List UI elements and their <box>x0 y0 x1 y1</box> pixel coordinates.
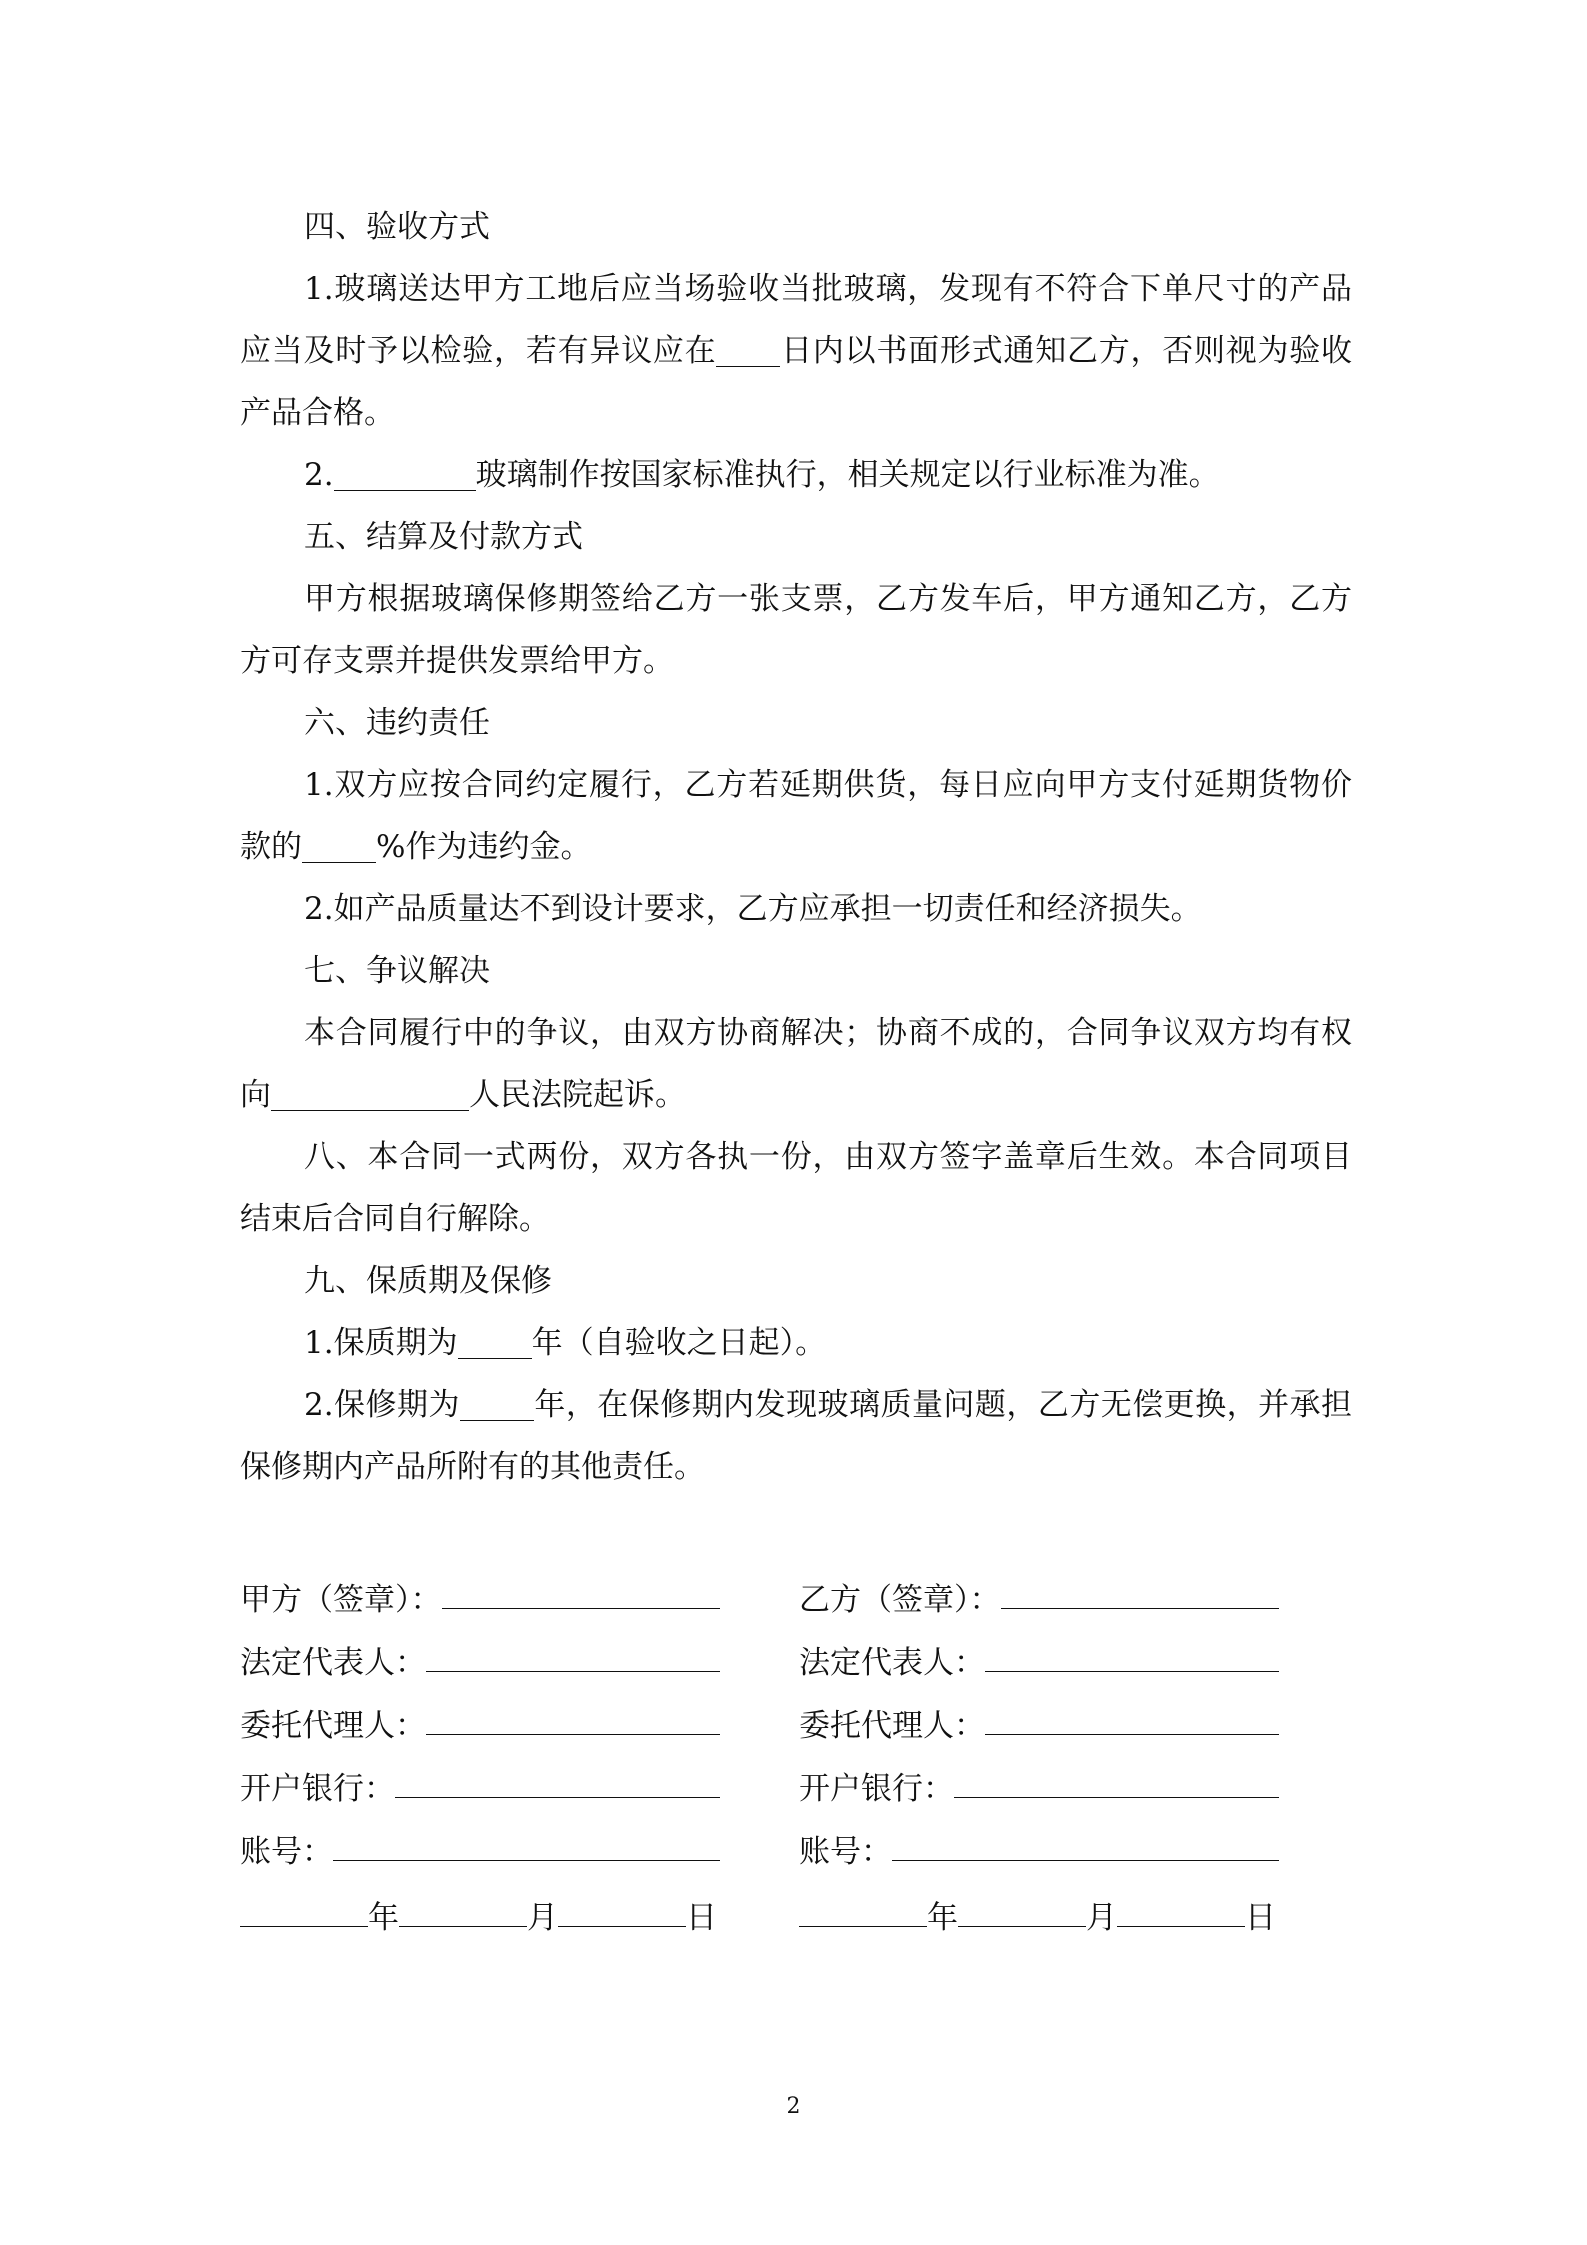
party-b-date-row <box>799 1871 1279 1937</box>
section-5-title: 五、结算及付款方式 <box>304 519 583 555</box>
agent-label: 委托代理人： <box>799 1708 985 1744</box>
day-label: 日 <box>686 1900 717 1936</box>
party-b-signature-block <box>799 1556 1279 1937</box>
party-b-account-line[interactable] <box>892 1826 1279 1861</box>
clause-text: 1.玻璃送达甲方工地后应当场验收当批玻璃，发现有不符合下单尺寸的产品应当及时予以检验，若有异议应在 <box>240 271 1352 369</box>
party-b-legal-rep-row <box>799 1619 1279 1682</box>
legal-rep-label: 法定代表人： <box>240 1645 426 1681</box>
section-9-clause-2 <box>240 1374 1352 1498</box>
clause-text: 人民法院起诉。 <box>469 1077 686 1113</box>
month-label: 月 <box>1086 1900 1117 1936</box>
agent-label: 委托代理人： <box>240 1708 426 1744</box>
clause-text: 玻璃制作按国家标准执行，相关规定以行业标准为准。 <box>475 457 1220 493</box>
clause-text: 本合同履行中的争议，由双方协商解决；协商不成的，合同争议双方均有权向 <box>240 1015 1352 1113</box>
party-a-seal-row <box>240 1556 720 1619</box>
section-6-clause-1 <box>240 754 1352 878</box>
party-a-account-line[interactable] <box>333 1826 720 1861</box>
clause-text: 2.保修期为 <box>304 1387 460 1423</box>
fill-blank-warranty-years[interactable] <box>458 1324 532 1359</box>
party-b-year-line[interactable] <box>799 1892 927 1927</box>
section-8-clause: 八、本合同一式两份，双方各执一份，由双方签字盖章后生效。本合同项目结束后合同自行解除。 <box>240 1139 1352 1237</box>
party-a-account-row <box>240 1808 720 1871</box>
clause-text: 年，在保修期内发现玻璃质量问题，乙方无偿更换，并承担保修期内产品所附有的其他责任。 <box>240 1387 1352 1485</box>
party-a-bank-line[interactable] <box>395 1763 720 1798</box>
party-b-legal-rep-line[interactable] <box>985 1637 1279 1672</box>
section-9-clause-1 <box>240 1312 1352 1374</box>
bank-label: 开户银行： <box>799 1771 954 1807</box>
party-a-legal-rep-row <box>240 1619 720 1682</box>
section-4-clause-2 <box>240 444 1352 506</box>
bank-label: 开户银行： <box>240 1771 395 1807</box>
fill-blank-repair-years[interactable] <box>460 1386 534 1421</box>
party-b-bank-row <box>799 1745 1279 1808</box>
party-b-day-line[interactable] <box>1117 1892 1245 1927</box>
party-a-signature-block <box>240 1556 720 1937</box>
month-label: 月 <box>527 1900 558 1936</box>
party-b-month-line[interactable] <box>958 1892 1086 1927</box>
party-a-date-row <box>240 1871 720 1937</box>
party-a-agent-row <box>240 1682 720 1745</box>
party-a-agent-line[interactable] <box>426 1700 720 1735</box>
section-9-title: 九、保质期及保修 <box>304 1263 552 1299</box>
section-6-clause-2: 2.如产品质量达不到设计要求，乙方应承担一切责任和经济损失。 <box>304 891 1202 927</box>
clause-text: 1.双方应按合同约定履行，乙方若延期供货，每日应向甲方支付延期货物价款的 <box>240 767 1352 865</box>
party-b-seal-row <box>799 1556 1279 1619</box>
party-b-agent-row <box>799 1682 1279 1745</box>
legal-rep-label: 法定代表人： <box>799 1645 985 1681</box>
party-a-month-line[interactable] <box>399 1892 527 1927</box>
account-label: 账号： <box>240 1834 333 1870</box>
section-6-title: 六、违约责任 <box>304 705 490 741</box>
party-a-legal-rep-line[interactable] <box>426 1637 720 1672</box>
clause-text: 2. <box>304 457 334 493</box>
party-b-account-row <box>799 1808 1279 1871</box>
clause-text: 1.保质期为 <box>304 1325 458 1361</box>
section-5-clause: 甲方根据玻璃保修期签给乙方一张支票，乙方发车后，甲方通知乙方，乙方方可存支票并提供发票给甲方。 <box>240 581 1352 679</box>
fill-blank-penalty-percent[interactable] <box>302 828 376 863</box>
day-label: 日 <box>1245 1900 1276 1936</box>
party-a-year-line[interactable] <box>240 1892 368 1927</box>
party-b-bank-line[interactable] <box>954 1763 1279 1798</box>
fill-blank-glass-type[interactable] <box>334 456 476 491</box>
party-a-bank-row <box>240 1745 720 1808</box>
section-4-clause-1 <box>240 258 1352 444</box>
fill-blank-days[interactable] <box>716 332 780 367</box>
year-label: 年 <box>368 1900 399 1936</box>
section-7-clause <box>240 1002 1352 1126</box>
clause-text: 年（自验收之日起）。 <box>531 1325 827 1361</box>
party-b-agent-line[interactable] <box>985 1700 1279 1735</box>
party-a-day-line[interactable] <box>558 1892 686 1927</box>
clause-text: 日内以书面形式通知乙方，否则视为验收产品合格。 <box>240 333 1353 431</box>
account-label: 账号： <box>799 1834 892 1870</box>
section-4-title: 四、验收方式 <box>304 209 490 245</box>
party-a-seal-label: 甲方（签章）： <box>240 1582 442 1618</box>
year-label: 年 <box>927 1900 958 1936</box>
party-b-seal-label: 乙方（签章）： <box>799 1582 1001 1618</box>
clause-text: %作为违约金。 <box>376 829 592 865</box>
contract-body <box>240 196 1352 1498</box>
party-b-seal-line[interactable] <box>1001 1574 1280 1609</box>
party-a-seal-line[interactable] <box>442 1574 721 1609</box>
fill-blank-court[interactable] <box>271 1076 469 1111</box>
page-number: 2 <box>786 2094 801 2119</box>
section-7-title: 七、争议解决 <box>304 953 490 989</box>
